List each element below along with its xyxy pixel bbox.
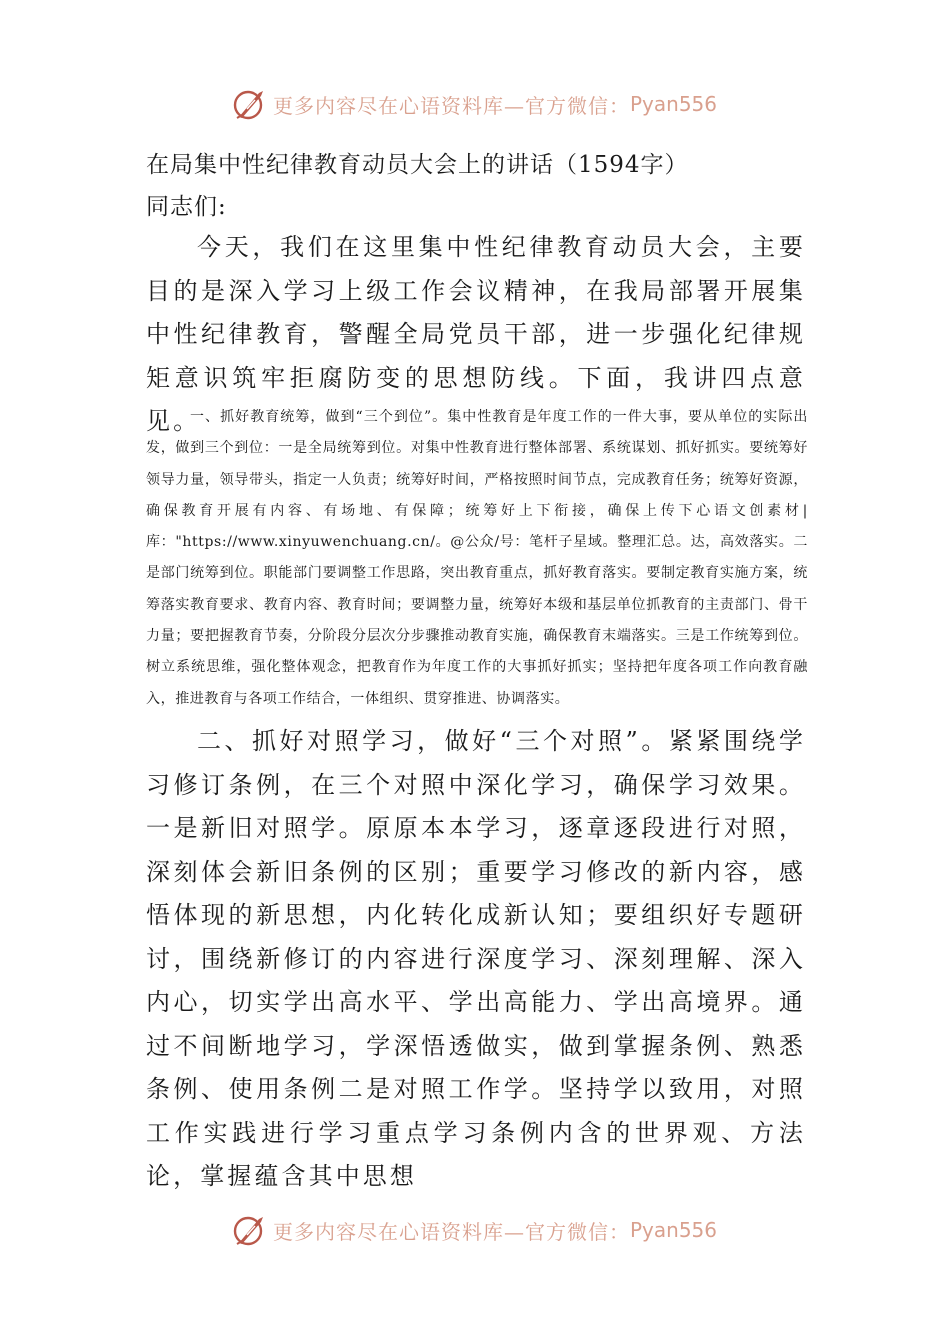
quill-pen-logo-icon	[233, 1213, 267, 1247]
paragraph-section-one: 一、抓好教育统筹，做到“三个到位”。集中性教育是年度工作的一件大事，要从单位的实际出发，做到三个到位：一是全局统筹到位。对集中性教育进行整体部署、系统谋划、抓好抓实。要统筹好领导力量，领导带头，指定一人负责；统筹好时间，严格按照时间节点，完成教育任务；统筹好资源，确保教育开展有内容、有场地、有保障；统筹好上下衔接，确保上传下心语文创素材|库："https://www.xinyuwenchuang.cn/。@公众/号：笔杆子星域。整理汇总。达，高效落实。二是部门统筹到位。职能部门要调整工作思路，突出教育重点，抓好教育落实。要制定教育实施方案，统筹落实教育要求、教育内容、教育时间；要调整力量，统筹好本级和基层单位抓教育的主责部门、骨干力量；要把握教育节奏，分阶段分层次分步骤推动教育实施，确保教育末端落实。三是工作统筹到位。树立系统思维，强化整体观念，把教育作为年度工作的大事抓好抓实；坚持把年度各项工作向教育融入，推进教育与各项工作结合，一体组织、贯穿推进、协调落实。	[146, 409, 808, 707]
header-watermark-banner	[0, 84, 950, 124]
banner-wechat-id: Pyan556	[629, 92, 717, 116]
paragraph-intro: 今天，我们在这里集中性纪律教育动员大会，主要目的是深入学习上级工作会议精神，在我局部署开展集中性纪律教育，警醒全局党员干部，进一步强化纪律规矩意识筑牢拒腐防变的思想防线。下面，我讲四点意见。	[146, 233, 806, 435]
quill-pen-logo-icon	[233, 87, 267, 121]
document-title: 在局集中性纪律教育动员大会上的讲话（1594字）	[146, 152, 689, 178]
banner-text: 更多内容尽在心语资料库—官方微信：	[272, 1219, 630, 1244]
banner-wechat-id: Pyan556	[629, 1218, 717, 1242]
salutation: 同志们:	[146, 194, 227, 220]
banner-text: 更多内容尽在心语资料库—官方微信：	[272, 93, 630, 118]
footer-watermark-banner	[0, 1210, 950, 1250]
paragraph-section-two: 二、抓好对照学习，做好“三个对照”。紧紧围绕学习修订条例，在三个对照中深化学习，确保学习效果。一是新旧对照学。原原本本学习，逐章逐段进行对照，深刻体会新旧条例的区别；重要学习修改的新内容，感悟体现的新思想，内化转化成新认知；要组织好专题研讨，围绕新修订的内容进行深度学习、深刻理解、深入内心，切实学出高水平、学出高能力、学出高境界。通过不间断地学习，学深悟透做实，做到掌握条例、熟悉条例、使用条例二是对照工作学。坚持学以致用，对照工作实践进行学习重点学习条例内含的世界观、方法论，掌握蕴含其中思想	[146, 727, 806, 1190]
